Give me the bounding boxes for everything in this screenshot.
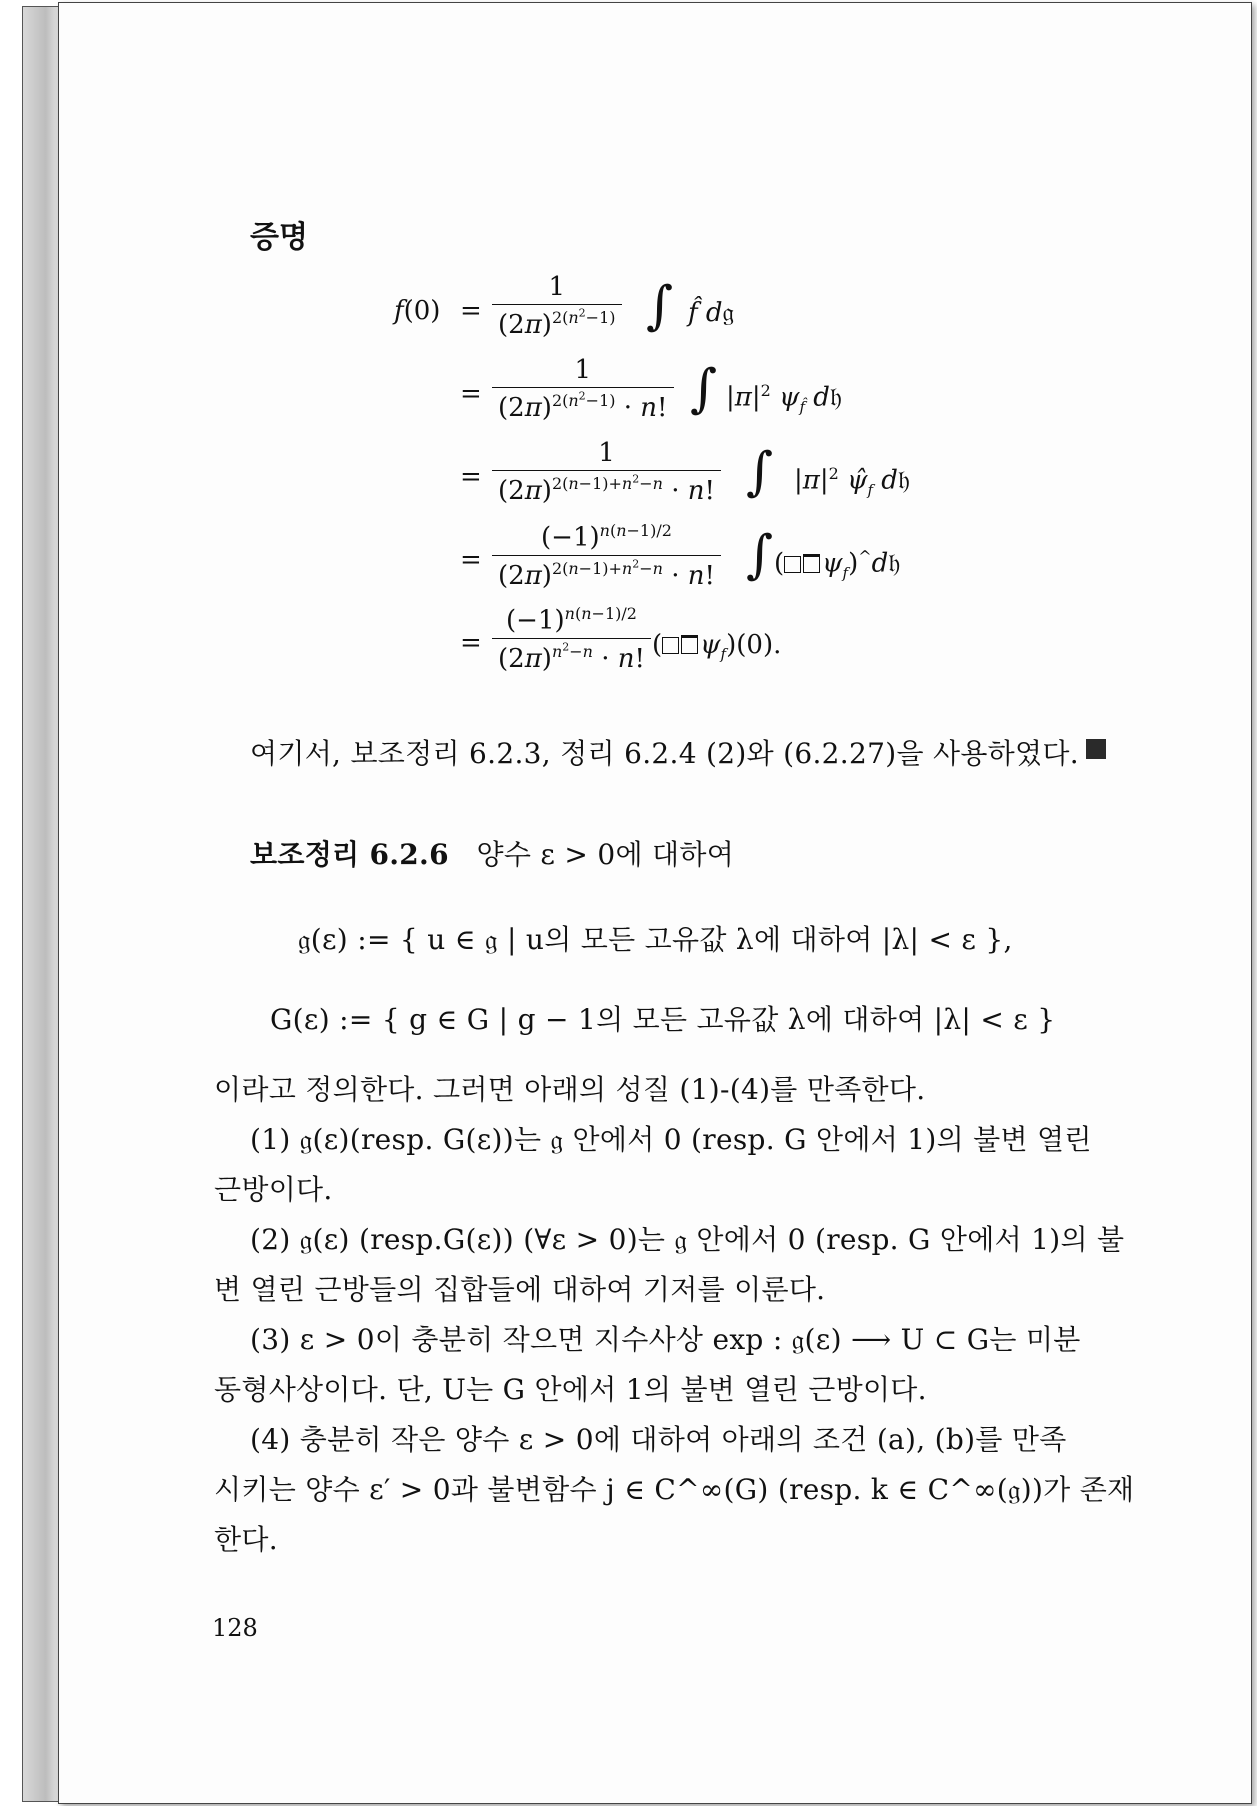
fraction-denominator: $(2\pi)^{2(n-1)+n^2-n} \cdot n$! xyxy=(492,555,721,591)
fraction-numerator: $(-1)^{n(n-1)/2}$ xyxy=(541,521,672,553)
lemma-item-4-line-3: 한다. xyxy=(214,1523,278,1556)
lemma-item-4-line-1: (4) 충분히 작은 양수 ε > 0에 대하여 아래의 조건 (a), (b)를 만족 xyxy=(250,1423,1067,1456)
fraction-numerator: 1 xyxy=(598,438,615,468)
fraction-numerator: 1 xyxy=(574,355,592,385)
equation-lhs: f(0) xyxy=(394,296,441,326)
integrand: $|\pi|^2$ $\psi_{f̂}$ d𝔥 xyxy=(726,381,842,416)
lemma-title: 보조정리 6.2.6 xyxy=(250,838,449,871)
integrand: ( $\psi_f)^{\^{}}d𝔥$ xyxy=(774,547,901,582)
integral-sign: ∫ xyxy=(746,525,774,585)
equation-row: = $\frac{1}{(2\pi)^{2(n-1)+n^2-n} \cdot n!}$ ∫ $|\pi|^2$ $\psî_f$ d𝔥 xyxy=(460,438,910,506)
lemma-item-3-line-2: 동형사상이다. 단, U는 G 안에서 1의 불변 열린 근방이다. xyxy=(214,1373,927,1406)
equation-row: = $\frac{(-1)^{n(n-1)/2}}{(2\pi)^{n^2-n} \cdot n!}$ ( $\psi_f)(0)$. xyxy=(460,604,782,674)
lemma-heading-line xyxy=(250,833,734,873)
lemma-intro: 양수 ε > 0에 대하여 xyxy=(476,838,735,871)
proof-heading: 증명 xyxy=(250,220,308,255)
fraction-numerator: 1 xyxy=(548,272,566,302)
proof-end-line xyxy=(250,732,1079,772)
lemma-item-3-line-1: (3) ε > 0이 충분히 작으면 지수사상 exp : 𝔤(ε) ⟶ U ⊂ G는 미분 xyxy=(250,1323,1081,1356)
lemma-definition-g: 𝔤(ε) := { u ∈ 𝔤 | u의 모든 고유값 λ에 대하여 |λ| < ε }, xyxy=(298,923,1013,956)
fraction-denominator: $(2\pi)^{2(n-1)+n^2-n} \cdot n$! xyxy=(492,470,721,506)
integrand: f̂ d𝔤 xyxy=(688,298,735,328)
integral-sign: ∫ xyxy=(690,359,718,419)
lemma-item-1-line-2: 근방이다. xyxy=(214,1173,333,1206)
book-spine xyxy=(22,6,62,1802)
lemma-item-2-line-1: (2) 𝔤(ε) (resp.G(ε)) (∀ε > 0)는 𝔤 안에서 0 (resp. G 안에서 1)의 불 xyxy=(250,1223,1125,1256)
integral-sign: ∫ xyxy=(746,442,774,502)
page-number: 128 xyxy=(212,1614,258,1642)
qed-square-icon xyxy=(1086,739,1106,761)
lemma-item-1-line-1: (1) 𝔤(ε)(resp. G(ε))는 𝔤 안에서 0 (resp. G 안에서 1)의 불변 열린 xyxy=(250,1123,1092,1156)
equation-row: = $\frac{(-1)^{n(n-1)/2}}{(2\pi)^{2(n-1)+n^2-n} \cdot n!}$ ∫ ( $\psi_f)^{\^{}}d𝔥$ xyxy=(460,521,901,591)
lemma-definition-G: G(ε) := { g ∈ G | g − 1의 모든 고유값 λ에 대하여 |λ| < ε } xyxy=(270,1003,1056,1036)
equation-row: f(0) = $\frac{1}{(2\pi)^{2(n^2-1)}}$ ∫ f̂ d𝔤 xyxy=(394,272,735,340)
equation-row: = $\frac{1}{(2\pi)^{2(n^2-1)} \cdot n!}$ ∫ $|\pi|^2$ $\psi_{f̂}$ d𝔥 xyxy=(460,355,842,423)
integrand: $|\pi|^2$ $\psî_f$ d𝔥 xyxy=(794,464,910,499)
fraction-numerator: $(-1)^{n(n-1)/2}$ xyxy=(506,604,637,636)
fraction-denominator: $(2\pi)^{2(n^2-1)}$ xyxy=(492,304,622,340)
fraction-denominator: $(2\pi)^{n^2-n} \cdot n$! xyxy=(492,638,651,674)
fraction-denominator: $(2\pi)^{2(n^2-1)} \cdot n$! xyxy=(492,387,674,423)
integral-sign: ∫ xyxy=(646,276,674,336)
integrand: ( $\psi_f)(0)$. xyxy=(652,630,782,664)
lemma-item-4-line-2: 시키는 양수 ε′ > 0과 불변함수 j ∈ C^∞(G) (resp. k ∈ C^∞(𝔤))가 존재 xyxy=(214,1473,1135,1506)
lemma-item-2-line-2: 변 열린 근방들의 집합들에 대하여 기저를 이룬다. xyxy=(214,1273,826,1306)
proof-end-text: 여기서, 보조정리 6.2.3, 정리 6.2.4 (2)와 (6.2.27)을 사용하였다. xyxy=(250,737,1079,770)
lemma-after-text: 이라고 정의한다. 그러면 아래의 성질 (1)-(4)를 만족한다. xyxy=(214,1073,926,1106)
